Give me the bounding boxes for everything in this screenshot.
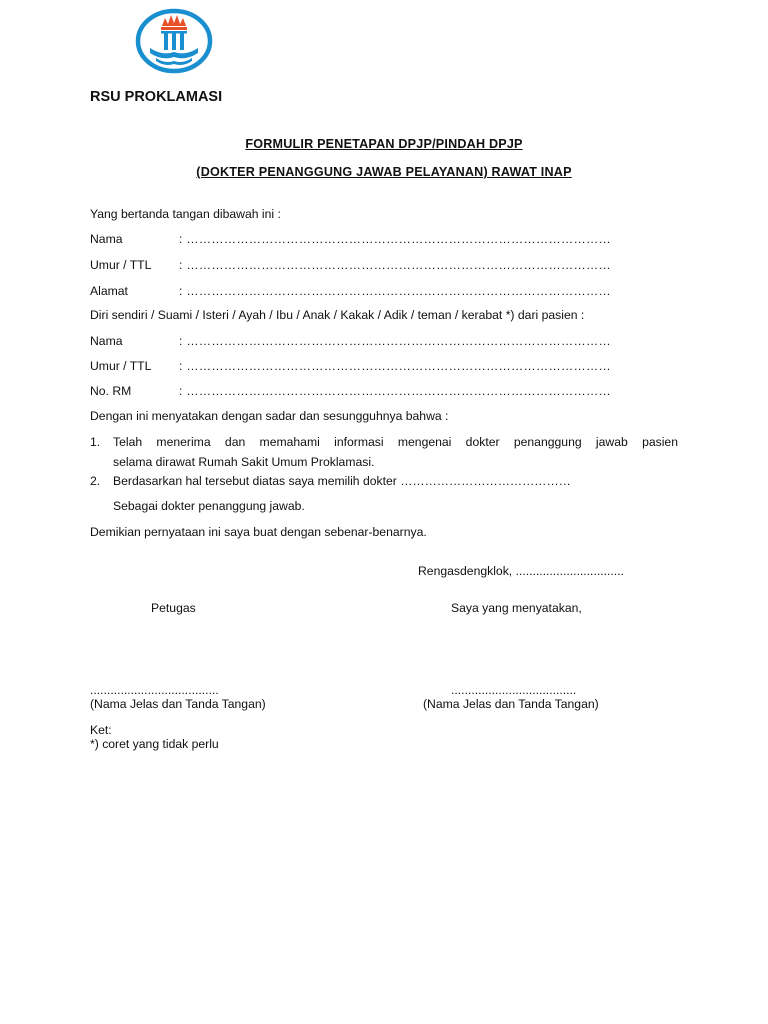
closing-text: Demikian pernyataan ini saya buat dengan sebenar-benarnya.: [90, 525, 427, 539]
declarant-role: Saya yang menyatakan,: [451, 601, 582, 615]
officer-role: Petugas: [151, 601, 196, 615]
signer-name-label: Nama: [90, 232, 123, 246]
point-2-number: 2.: [90, 474, 101, 488]
patient-age-field[interactable]: : …………………………………………………………………………………………: [179, 359, 611, 373]
org-name: RSU PROKLAMASI: [90, 89, 223, 105]
place-date[interactable]: Rengasdengklok, ................................: [418, 564, 624, 578]
intro-text: Yang bertanda tangan dibawah ini :: [90, 207, 281, 221]
signer-address-label: Alamat: [90, 284, 128, 298]
form-subtitle: (DOKTER PENANGGUNG JAWAB PELAYANAN) RAWAT INAP: [196, 165, 572, 179]
point-2-line-2: Sebagai dokter penanggung jawab.: [113, 499, 305, 513]
officer-signature-line[interactable]: ......................................: [90, 683, 219, 697]
patient-name-label: Nama: [90, 334, 123, 348]
officer-signature-caption: (Nama Jelas dan Tanda Tangan): [90, 697, 266, 711]
patient-age-label: Umur / TTL: [90, 359, 152, 373]
signer-address-field[interactable]: : …………………………………………………………………………………………: [179, 284, 611, 298]
signer-name-field[interactable]: : …………………………………………………………………………………………: [179, 232, 611, 246]
point-1-line-2: selama dirawat Rumah Sakit Umum Proklamasi.: [113, 455, 375, 469]
signer-age-field[interactable]: : …………………………………………………………………………………………: [179, 258, 611, 272]
statement-intro: Dengan ini menyatakan dengan sadar dan sesungguhnya bahwa :: [90, 409, 449, 423]
point-2-line-1[interactable]: Berdasarkan hal tersebut diatas saya memilih dokter ……………………………………: [113, 474, 571, 488]
notes-text: *) coret yang tidak perlu: [90, 737, 219, 751]
form-title: FORMULIR PENETAPAN DPJP/PINDAH DPJP: [245, 137, 523, 151]
relation-text: Diri sendiri / Suami / Isteri / Ayah / Ibu / Anak / Kakak / Adik / teman / kerabat *) dari pasien :: [90, 308, 585, 322]
hospital-logo-icon: [134, 8, 214, 74]
declarant-signature-line[interactable]: .....................................: [451, 683, 577, 697]
point-1-line-1: Telah menerima dan memahami informasi mengenai dokter penanggung jawab pasien: [113, 435, 678, 449]
declarant-signature-caption: (Nama Jelas dan Tanda Tangan): [423, 697, 599, 711]
notes-label: Ket:: [90, 723, 112, 737]
patient-rm-field[interactable]: : …………………………………………………………………………………………: [179, 384, 611, 398]
signer-age-label: Umur / TTL: [90, 258, 152, 272]
patient-rm-label: No. RM: [90, 384, 132, 398]
point-1-number: 1.: [90, 435, 101, 449]
patient-name-field[interactable]: : …………………………………………………………………………………………: [179, 334, 611, 348]
